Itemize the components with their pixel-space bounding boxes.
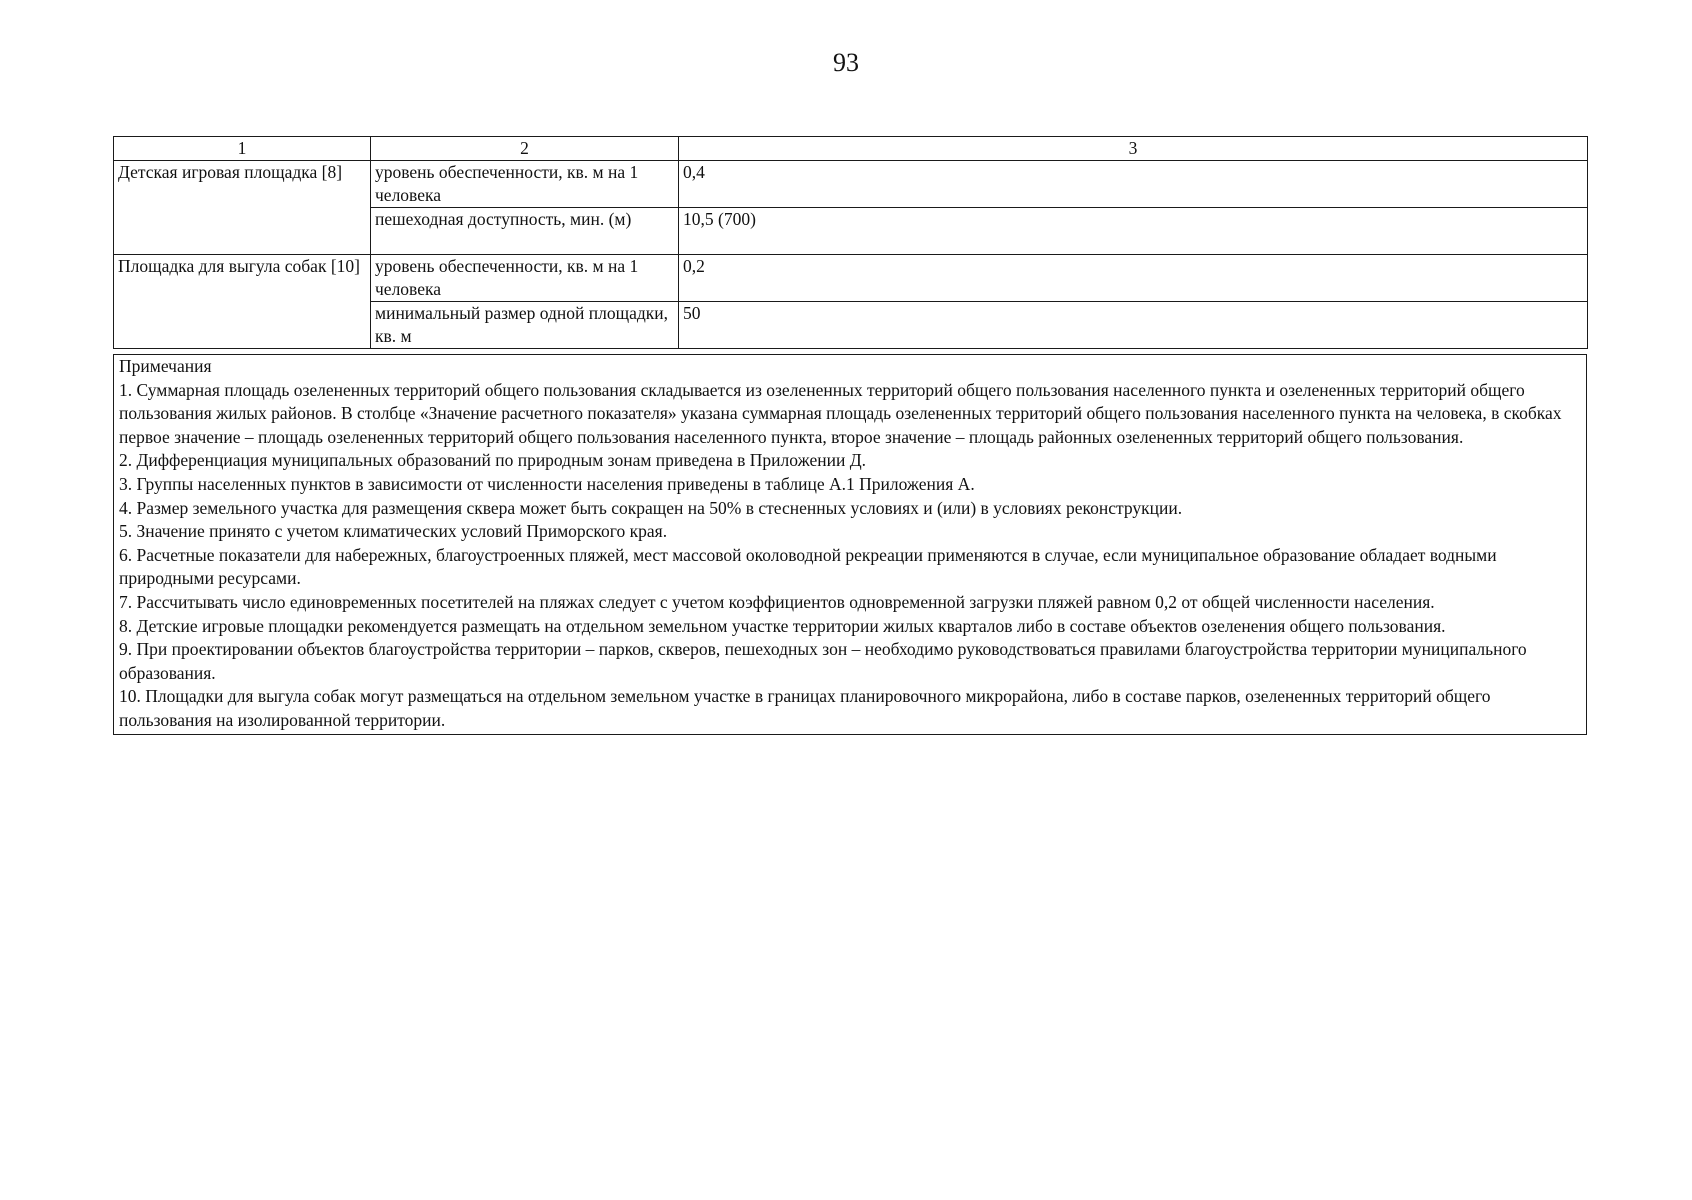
page-number: 93 bbox=[833, 48, 859, 77]
value-cell: 0,2 bbox=[679, 255, 1588, 302]
column-header-3: 3 bbox=[679, 137, 1588, 161]
indicator-cell: уровень обеспеченности, кв. м на 1 человека bbox=[371, 255, 679, 302]
table-row bbox=[114, 255, 1588, 302]
standards-table bbox=[113, 136, 1588, 349]
column-header-2: 2 bbox=[371, 137, 679, 161]
note-item: 3. Группы населенных пунктов в зависимости от численности населения приведены в таблице А.1 Приложения А. bbox=[119, 473, 975, 494]
note-item: 10. Площадки для выгула собак могут размещаться на отдельном земельном участке в границах планировочного микрорайона, либо в составе парков, озелененных территорий общего пользования на изолированной территории. bbox=[119, 686, 1491, 730]
note-item: 1. Суммарная площадь озелененных территорий общего пользования складывается из озелененных территорий общего пользования населенного пункта и озелененных территорий общего пользования жилых районов. В столбце «Значение расчетного показателя» указана суммарная площадь озелененных территорий общего пользования населенного пункта на человека, в скобках первое значение – площадь озелененных территорий общего пользования населенного пункта, второе значение – площадь районных озелененных территорий общего пользования. bbox=[119, 379, 1562, 447]
note-item: 7. Рассчитывать число единовременных посетителей на пляжах следует с учетом коэффициентов одновременной загрузки пляжей равном 0,2 от общей численности населения. bbox=[119, 591, 1435, 612]
table-header-row bbox=[114, 137, 1588, 161]
notes-heading: Примечания bbox=[119, 356, 212, 376]
note-item: 4. Размер земельного участка для размещения сквера может быть сокращен на 50% в стесненных условиях и (или) в условиях реконструкции. bbox=[119, 497, 1183, 518]
object-cell-playground: Детская игровая площадка [8] bbox=[114, 161, 371, 255]
note-item: 5. Значение принято с учетом климатических условий Приморского края. bbox=[119, 521, 668, 542]
value-cell: 50 bbox=[679, 302, 1588, 349]
note-item: 2. Дифференциация муниципальных образований по природным зонам приведена в Приложении Д. bbox=[119, 450, 867, 471]
indicator-cell: пешеходная доступность, мин. (м) bbox=[371, 208, 679, 255]
indicator-cell: уровень обеспеченности, кв. м на 1 человека bbox=[371, 161, 679, 208]
table-row bbox=[114, 161, 1588, 208]
notes-section bbox=[113, 354, 1587, 735]
indicator-cell: минимальный размер одной площадки, кв. м bbox=[371, 302, 679, 349]
value-cell: 0,4 bbox=[679, 161, 1588, 208]
value-cell: 10,5 (700) bbox=[679, 208, 1588, 255]
column-header-1: 1 bbox=[114, 137, 371, 161]
note-item: 8. Детские игровые площадки рекомендуется размещать на отдельном земельном участке территории жилых кварталов либо в составе объектов озеленения общего пользования. bbox=[119, 615, 1446, 636]
note-item: 9. При проектировании объектов благоустройства территории – парков, скверов, пешеходных зон – необходимо руководствоваться правилами благоустройства территории муниципального образования. bbox=[119, 639, 1527, 683]
note-item: 6. Расчетные показатели для набережных, благоустроенных пляжей, мест массовой околоводной рекреации применяются в случае, если муниципальное образование обладает водными природными ресурсами. bbox=[119, 544, 1497, 589]
object-cell-dog-area: Площадка для выгула собак [10] bbox=[114, 255, 371, 349]
